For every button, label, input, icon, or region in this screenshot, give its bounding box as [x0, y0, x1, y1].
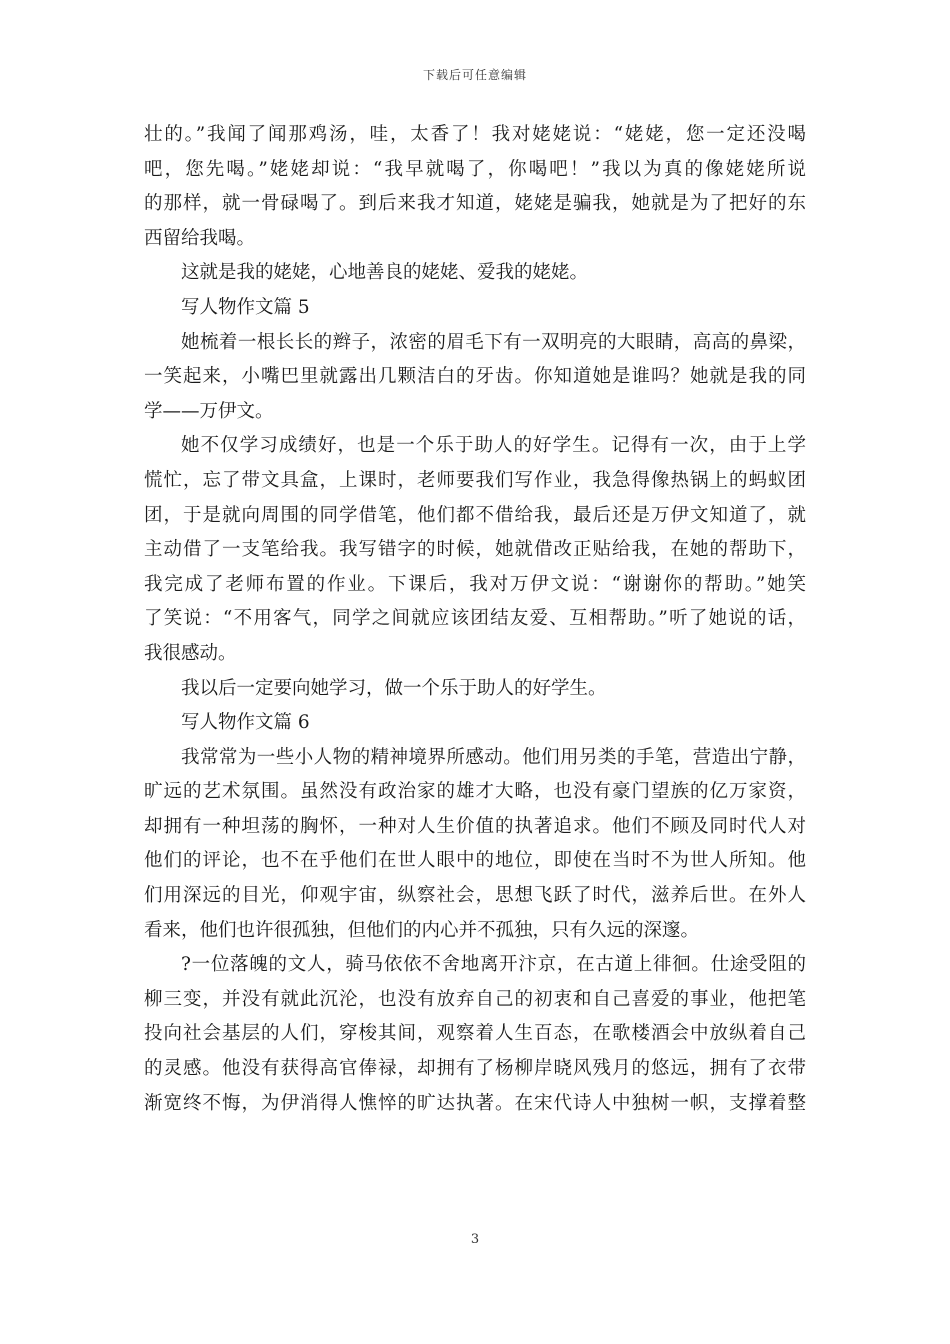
text-line: 这就是我的姥姥，心地善良的姥姥、爱我的姥姥。 — [181, 262, 589, 284]
page-header: 下载后可任意编辑 — [422, 68, 527, 82]
text-line: 西留给我喝。 — [144, 227, 256, 249]
text-line: 主动借了一支笔给我。我写错字的时候，她就借改正贴给我，在她的帮助下， — [144, 539, 806, 561]
text-line: 团，于是就向周围的同学借笔，他们都不借给我，最后还是万伊文知道了，就 — [144, 504, 806, 526]
section-heading: 写人物作文篇 5 — [181, 296, 310, 318]
text-line: 的灵感。他没有获得高官俸禄，却拥有了杨柳岸晓风残月的悠远，拥有了衣带 — [144, 1058, 806, 1080]
text-line: 我很感动。 — [144, 642, 237, 664]
text-line: 吧，您先喝。”姥姥却说：“我早就喝了，你喝吧！”我以为真的像姥姥所说 — [144, 158, 806, 180]
section-heading: 写人物作文篇 6 — [181, 712, 310, 734]
text-line: ?一位落魄的文人，骑马依依不舍地离开汴京，在古道上徘徊。仕途受阻的 — [181, 954, 806, 976]
text-line: 一笑起来，小嘴巴里就露出几颗洁白的牙齿。你知道她是谁吗？她就是我的同 — [144, 366, 806, 388]
text-line: 他们的评论，也不在乎他们在世人眼中的地位，即使在当时不为世人所知。他 — [144, 850, 806, 872]
text-line: 柳三变，并没有就此沉沦，也没有放弃自己的初衷和自己喜爱的事业，他把笔 — [144, 988, 806, 1010]
text-line: 旷远的艺术氛围。虽然没有政治家的雄才大略，也没有豪门望族的亿万家资， — [144, 781, 806, 803]
text-line: 壮的。”我闻了闻那鸡汤，哇，太香了！我对姥姥说：“姥姥，您一定还没喝 — [144, 124, 806, 145]
page-number: 3 — [470, 1232, 480, 1247]
text-line: 渐宽终不悔，为伊消得人憔悴的旷达执著。在宋代诗人中独树一帜，支撑着整 — [144, 1092, 806, 1114]
text-line: 的那样，就一骨碌喝了。到后来我才知道，姥姥是骗我，她就是为了把好的东 — [144, 193, 806, 215]
text-line: 慌忙，忘了带文具盒，上课时，老师要我们写作业，我急得像热锅上的蚂蚁团 — [144, 469, 806, 491]
text-line: 我以后一定要向她学习，做一个乐于助人的好学生。 — [181, 677, 607, 699]
text-line: 们用深远的目光，仰观宇宙，纵察社会，思想飞跃了时代，滋养后世。在外人 — [144, 885, 806, 907]
text-line: 她不仅学习成绩好，也是一个乐于助人的好学生。记得有一次，由于上学 — [181, 435, 806, 457]
document-body — [144, 118, 806, 1121]
text-line: 学——万伊文。 — [144, 400, 274, 422]
text-line: 她梳着一根长长的辫子，浓密的眉毛下有一双明亮的大眼睛，高高的鼻梁， — [181, 331, 806, 353]
text-line: 我常常为一些小人物的精神境界所感动。他们用另类的手笔，营造出宁静， — [181, 746, 806, 768]
text-line: 投向社会基层的人们，穿梭其间，观察着人生百态，在歌楼酒会中放纵着自己 — [144, 1023, 806, 1045]
text-line: 了笑说：“不用客气，同学之间就应该团结友爱、互相帮助。”听了她说的话， — [144, 608, 806, 630]
text-line: 看来，他们也许很孤独，但他们的内心并不孤独，只有久远的深邃。 — [144, 919, 700, 941]
text-line: 却拥有一种坦荡的胸怀，一种对人生价值的执著追求。他们不顾及同时代人对 — [144, 815, 806, 837]
text-line: 我完成了老师布置的作业。下课后，我对万伊文说：“谢谢你的帮助。”她笑 — [144, 573, 806, 595]
